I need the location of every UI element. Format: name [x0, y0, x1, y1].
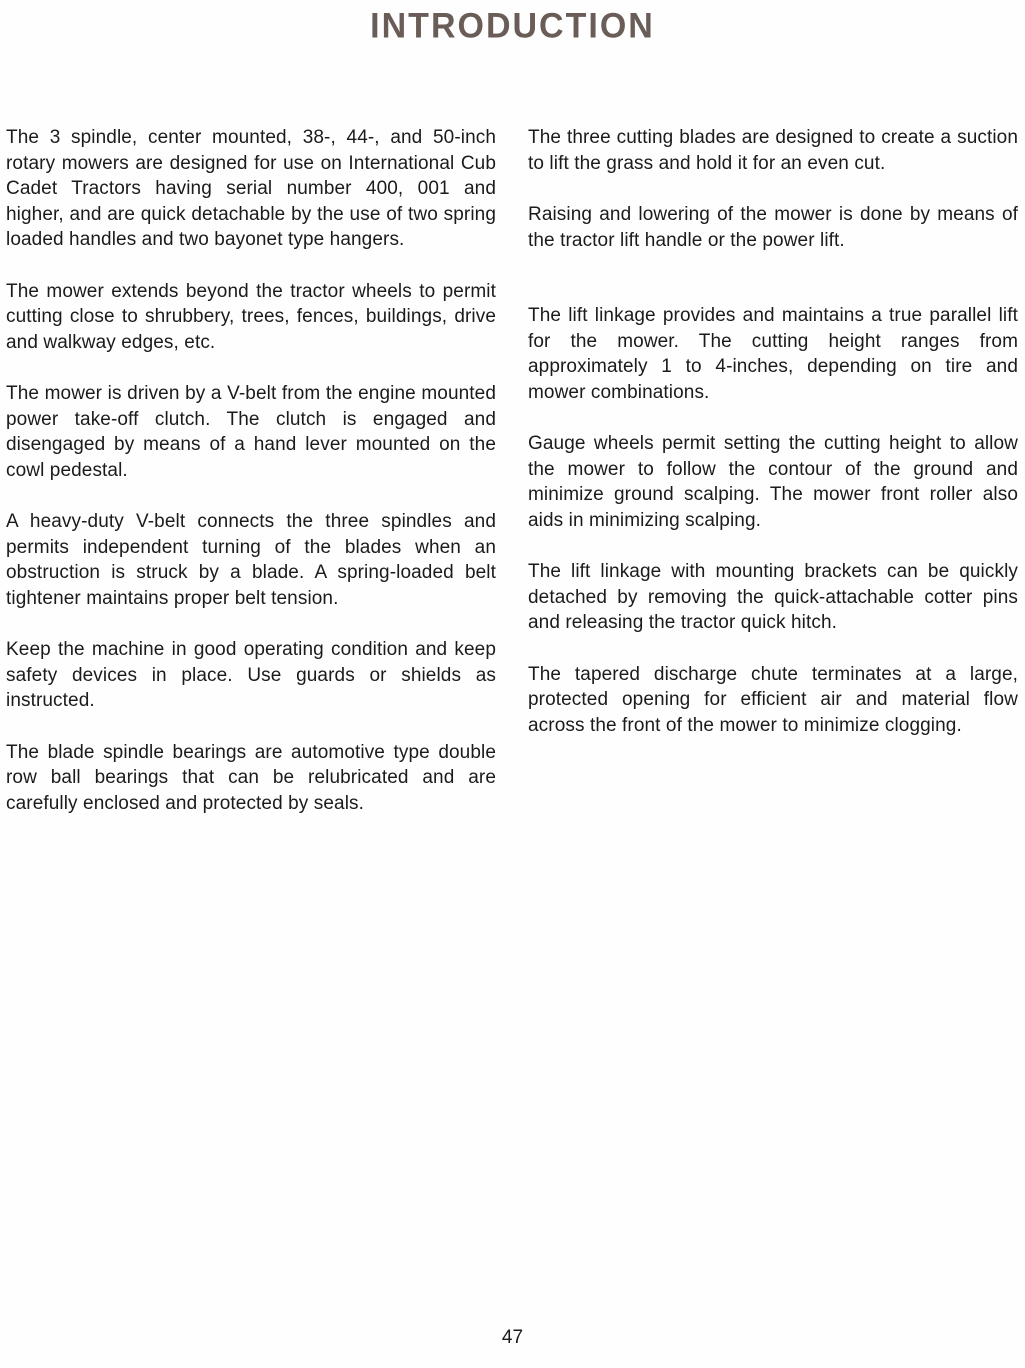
paragraph: Keep the machine in good operating condition and keep safety devices in place. Use guards or shields as instructed.: [6, 639, 496, 711]
two-column-text: [0, 125, 1025, 842]
paragraph: The lift linkage with mounting brackets can be quickly detached by removing the quick-attachable cotter pins and releasing the tractor quick hitch.: [528, 561, 1018, 633]
page-title: INTRODUCTION: [370, 6, 655, 46]
paragraph: The 3 spindle, center mounted, 38-, 44-, and 50-inch rotary mowers are designed for use on International Cub Cadet Tractors having serial number 400, 001 and higher, and are quick detachable by the use of two spring loaded handles and two bayonet type hangers.: [6, 127, 496, 250]
paragraph: The lift linkage provides and maintains a true parallel lift for the mower. The cutting height ranges from approximately 1 to 4-inches, depending on tire and mower combinations.: [528, 305, 1018, 403]
left-column: [6, 125, 496, 842]
paragraph: A heavy-duty V-belt connects the three spindles and permits independent turning of the blades when an obstruction is struck by a blade. A spring-loaded belt tightener maintains proper belt tension.: [6, 511, 496, 609]
paragraph: Gauge wheels permit setting the cutting height to allow the mower to follow the contour of the ground and minimize ground scalping. The mower front roller also aids in minimizing scalping.: [528, 433, 1018, 531]
paragraph: Raising and lowering of the mower is done by means of the tractor lift handle or the power lift.: [528, 204, 1018, 251]
right-column: [528, 125, 1018, 842]
paragraph: The tapered discharge chute terminates at a large, protected opening for efficient air and material flow across the front of the mower to minimize clogging.: [528, 663, 1018, 736]
paragraph: The mower extends beyond the tractor wheels to permit cutting close to shrubbery, trees, fences, buildings, drive and walkway edges, etc.: [6, 280, 496, 353]
paragraph: The three cutting blades are designed to create a suction to lift the grass and hold it for an even cut.: [528, 127, 1018, 174]
page-number: 47: [501, 1327, 524, 1348]
paragraph: The mower is driven by a V-belt from the engine mounted power take-off clutch. The clutch is engaged and disengaged by means of a hand lever mounted on the cowl pedestal.: [6, 383, 496, 481]
paragraph: The blade spindle bearings are automotive type double row ball bearings that can be relubricated and are carefully enclosed and protected by seals.: [6, 741, 496, 814]
